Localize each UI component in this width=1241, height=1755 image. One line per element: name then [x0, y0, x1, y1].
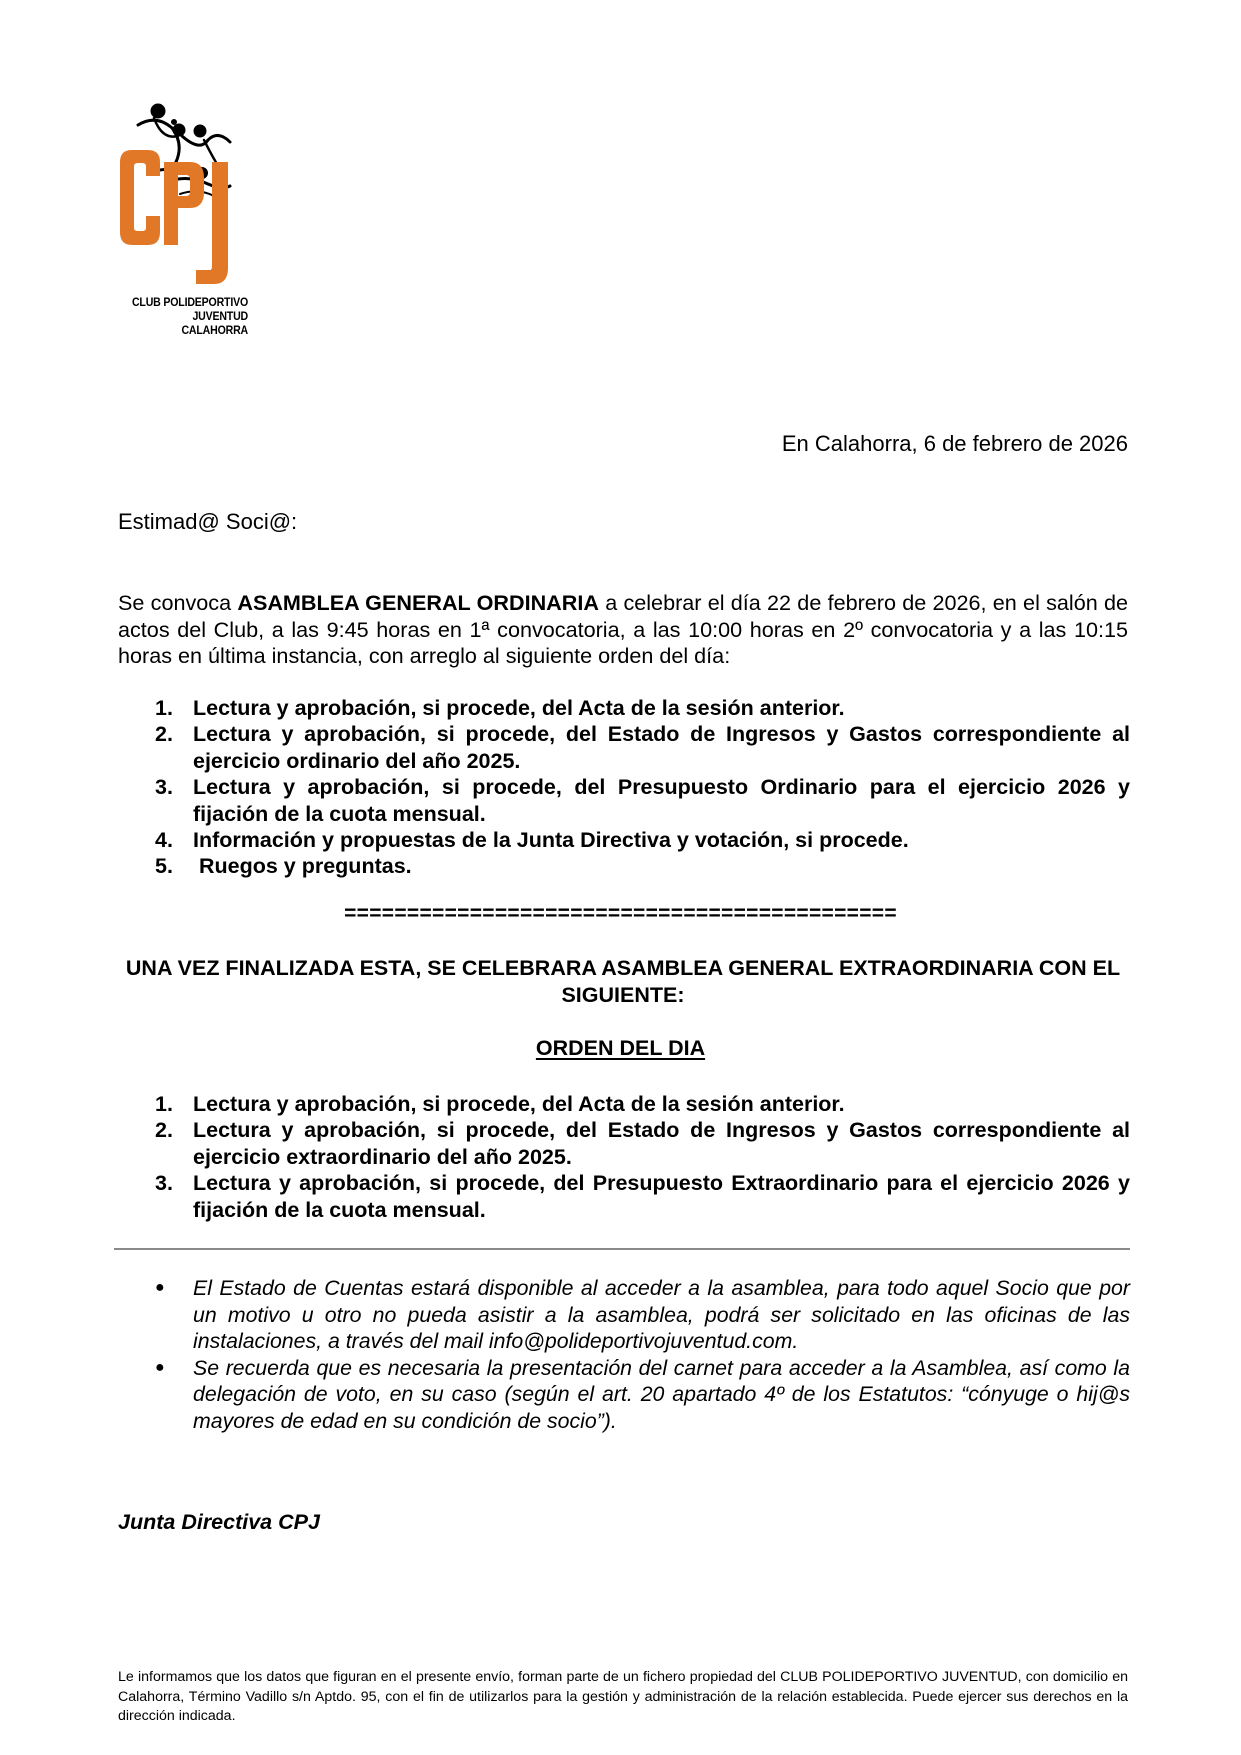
logo-line-1: CLUB POLIDEPORTIVO [131, 297, 248, 309]
agenda-item-number: 3. [155, 1171, 173, 1196]
agenda-item-number: 4. [155, 828, 173, 853]
agenda-item-text: Lectura y aprobación, si procede, del Estado de Ingresos y Gastos correspondiente al ejercicio extraordinario del año 2025. [193, 1118, 1130, 1169]
intro-assembly-type: ASAMBLEA GENERAL ORDINARIA [237, 590, 599, 615]
agenda-item [155, 1170, 1130, 1223]
agenda-item-text: Información y propuestas de la Junta Directiva y votación, si procede. [193, 828, 909, 853]
agenda-item [155, 827, 1130, 853]
agenda-item-text: Ruegos y preguntas. [193, 854, 412, 879]
agenda-item [155, 1091, 1130, 1117]
greeting: Estimad@ Soci@: [118, 509, 298, 534]
figure-head-icon [151, 104, 165, 118]
agenda-item-text: Lectura y aprobación, si procede, del Estado de Ingresos y Gastos correspondiente al ejercicio ordinario del año 2025. [193, 722, 1130, 773]
note-text: El Estado de Cuentas estará disponible al acceder a la asamblea, para todo aquel Socio que por un motivo u otro no pueda asistir a la asamblea, podrá ser solicitado en las oficinas de las instalaciones, a través del mail info@polideportivojuventud.com. [193, 1276, 1130, 1353]
bullet-icon: ● [155, 1358, 165, 1376]
orden-del-dia-title: ORDEN DEL DIA [535, 1036, 706, 1060]
note-text: Se recuerda que es necesaria la presentación del carnet para acceder a la Asamblea, así como la delegación de voto, en su caso (según el art. 20 apartado 4º de los Estatutos: “cónyuge o hij@s mayores de edad en su condición de socio”). [193, 1355, 1130, 1433]
agenda-item-number: 2. [155, 1118, 173, 1143]
logo-club-name [128, 296, 248, 338]
agenda-item-text: Lectura y aprobación, si procede, del Presupuesto Ordinario para el ejercicio 2026 y fijación de la cuota mensual. [193, 775, 1130, 826]
bullet-icon: ● [155, 1279, 165, 1296]
section-separator: ============================================ [344, 902, 897, 925]
notes-list [155, 1275, 1130, 1434]
cpj-letters-icon [120, 150, 228, 284]
extraordinary-agenda-list [155, 1091, 1130, 1223]
club-logo [118, 100, 250, 340]
horizontal-rule [114, 1248, 1130, 1250]
date-line: En Calahorra, 6 de febrero de 2026 [781, 431, 1128, 456]
agenda-item-number: 3. [155, 775, 173, 800]
agenda-item [155, 721, 1130, 774]
logo-line-3: CALAHORRA [181, 325, 248, 337]
ordinary-agenda-list [155, 695, 1130, 880]
agenda-item-number: 2. [155, 722, 173, 747]
note-item [155, 1355, 1130, 1435]
agenda-item [155, 774, 1130, 827]
agenda-item-number: 1. [155, 1092, 173, 1116]
intro-paragraph [118, 590, 1128, 670]
cpj-logo-icon [118, 100, 250, 300]
agenda-item [155, 1117, 1130, 1170]
agenda-item-text: Lectura y aprobación, si procede, del Presupuesto Extraordinario para el ejercicio 2026 y fijación de la cuota mensual. [193, 1171, 1130, 1222]
agenda-item [155, 853, 1130, 879]
intro-suffix: a celebrar el día 22 de febrero de 2026, en el salón de actos del Club, a las 9:45 horas en 1ª convocatoria, a las 10:00 horas en 2º convocatoria y a las 10:15 horas en última instancia, con arreglo al siguiente orden del día: [118, 590, 1128, 668]
logo-line-2: JUVENTUD [192, 311, 248, 323]
agenda-item-number: 5. [155, 854, 173, 879]
extraordinary-assembly-heading: UNA VEZ FINALIZADA ESTA, SE CELEBRARA ASAMBLEA GENERAL EXTRAORDINARIA CON EL SIGUIENTE: [125, 956, 1121, 1007]
signature: Junta Directiva CPJ [118, 1510, 320, 1534]
agenda-item-number: 1. [155, 696, 173, 720]
note-item [155, 1275, 1130, 1355]
agenda-item-text: Lectura y aprobación, si procede, del Acta de la sesión anterior. [193, 696, 845, 720]
privacy-footer: Le informamos que los datos que figuran en el presente envío, forman parte de un fichero propiedad del CLUB POLIDEPORTIVO JUVENTUD, con domicilio en Calahorra, Término Vadillo s/n Aptdo. 95, con el fin de utilizarlos para la gestión y administración de la relación establecida. Puede ejercer sus derechos en la dirección indicada. [118, 1669, 1128, 1724]
agenda-item-text: Lectura y aprobación, si procede, del Acta de la sesión anterior. [193, 1092, 845, 1116]
agenda-item [155, 695, 1130, 721]
intro-prefix: Se convoca [118, 590, 238, 615]
